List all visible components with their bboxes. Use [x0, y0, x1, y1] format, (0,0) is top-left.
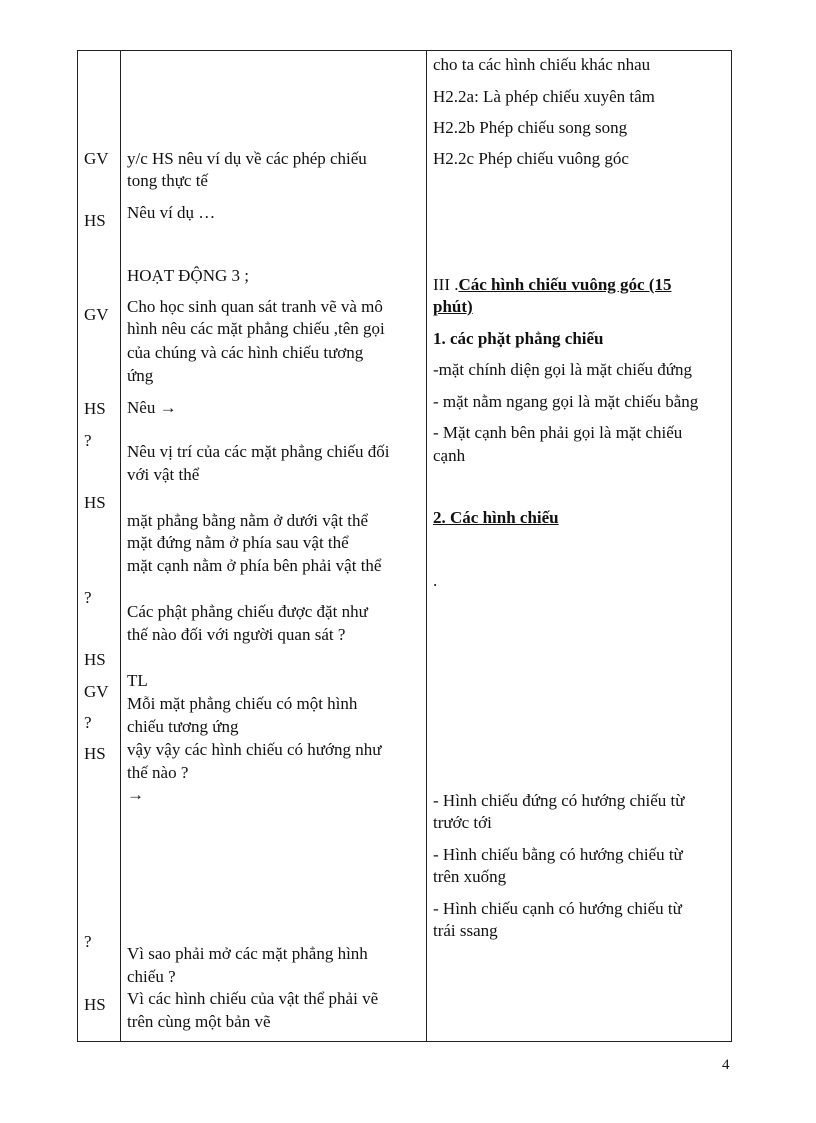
content-text: H2.2b Phép chiếu song song	[433, 118, 628, 137]
content-text: - mặt nằm ngang gọi là mặt chiếu bằng	[433, 392, 699, 411]
role-hs: HS	[84, 995, 106, 1014]
role-hs: HS	[84, 493, 106, 512]
column-divider-2	[426, 51, 427, 1041]
student-text: mặt đứng nằm ở phía sau vật thể	[127, 533, 349, 552]
student-text: mặt cạnh nằm ở phía bên phải vật thể	[127, 556, 382, 575]
student-text: trên cùng một bản vẽ	[127, 1012, 271, 1031]
student-text: Nêu →	[127, 398, 177, 417]
question-text: thế nào ?	[127, 763, 189, 782]
teacher-text: của chúng và các hình chiếu tương	[127, 343, 364, 362]
section-heading	[433, 274, 671, 296]
question-text: vậy vậy các hình chiếu có hướng như	[127, 740, 382, 759]
role-hs: HS	[84, 650, 106, 669]
question-text: với vật thể	[127, 465, 200, 484]
section-number: III .	[433, 275, 459, 294]
content-text: trên xuống	[433, 867, 507, 886]
content-text: .	[433, 571, 438, 590]
column-divider-1	[120, 51, 121, 1041]
teacher-text: Mỗi mặt phẳng chiếu có một hình	[127, 694, 358, 713]
content-text: - Mặt cạnh bên phải gọi là mặt chiếu	[433, 423, 683, 442]
role-gv: GV	[84, 305, 109, 324]
subsection-heading: 1. các phặt phẳng chiếu	[433, 329, 604, 348]
student-text: Vì các hình chiếu của vật thể phải vẽ	[127, 989, 379, 1008]
section-title: Các hình chiếu vuông góc (15	[458, 275, 672, 294]
teacher-text: hình nêu các mặt phẳng chiếu ,tên gọi	[127, 319, 385, 338]
role-hs: HS	[84, 399, 106, 418]
question-text: Vì sao phải mở các mặt phẳng hình	[127, 944, 368, 963]
content-text: cạnh	[433, 446, 466, 465]
content-text: - Hình chiếu bằng có hướng chiếu từ	[433, 845, 683, 864]
role-gv: GV	[84, 149, 109, 168]
teacher-text: chiếu tương ứng	[127, 717, 239, 736]
role-hs: HS	[84, 211, 106, 230]
content-text: H2.2c Phép chiếu vuông góc	[433, 149, 629, 168]
teacher-text: y/c HS nêu ví dụ về các phép chiếu	[127, 149, 367, 168]
role-hs: HS	[84, 744, 106, 763]
student-text: Nêu ví dụ …	[127, 203, 216, 222]
teacher-text: ứng	[127, 366, 154, 385]
teacher-text: Cho học sinh quan sát tranh vẽ và mô	[127, 297, 383, 316]
role-question: ?	[84, 588, 92, 607]
question-text: Các phật phẳng chiếu được đặt như	[127, 602, 368, 621]
content-text: cho ta các hình chiếu khác nhau	[433, 55, 651, 74]
content-text: - Hình chiếu cạnh có hướng chiếu từ	[433, 899, 682, 918]
teacher-text: tong thực tế	[127, 171, 208, 190]
role-question: ?	[84, 431, 92, 450]
content-text: - Hình chiếu đứng có hướng chiếu từ	[433, 791, 685, 810]
content-text: -mặt chính diện gọi là mặt chiếu đứng	[433, 360, 692, 379]
question-text: Nêu vị trí của các mặt phẳng chiếu đối	[127, 442, 390, 461]
content-text: H2.2a: Là phép chiếu xuyên tâm	[433, 87, 655, 106]
role-question: ?	[84, 932, 92, 951]
role-question: ?	[84, 713, 92, 732]
arrow-text: →	[127, 785, 144, 804]
subsection-heading: 2. Các hình chiếu	[433, 508, 559, 527]
content-text: trái ssang	[433, 921, 498, 940]
activity-heading: HOẠT ĐỘNG 3 ;	[127, 266, 249, 285]
content-text: trước tới	[433, 813, 492, 832]
question-text: thế nào đối với người quan sát ?	[127, 625, 346, 644]
section-title: phút)	[433, 297, 473, 316]
page-number: 4	[722, 1057, 730, 1073]
student-text: TL	[127, 671, 148, 690]
student-text: mặt phẳng bằng nằm ở dưới vật thể	[127, 511, 369, 530]
role-gv: GV	[84, 682, 109, 701]
question-text: chiếu ?	[127, 967, 176, 986]
